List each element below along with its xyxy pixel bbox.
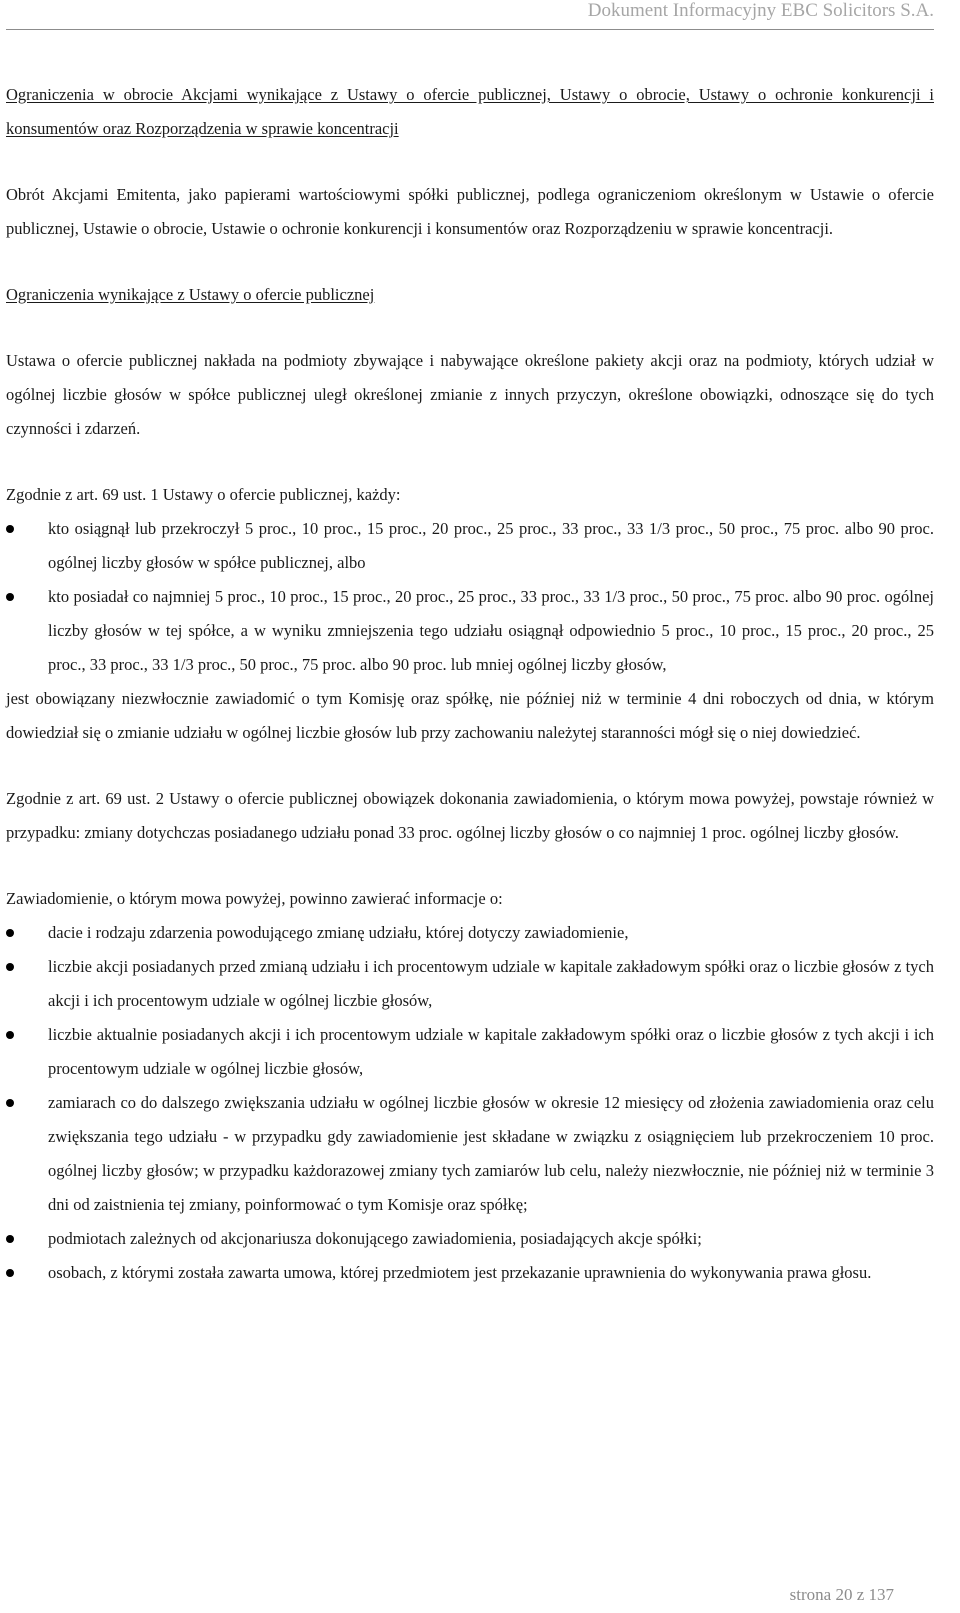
page-number: strona 20 z 137 (789, 1585, 894, 1604)
bullet-icon (6, 963, 14, 971)
list-item: podmiotach zależnych od akcjonariusza dokonującego zawiadomienia, posiadających akcje spółki; (6, 1222, 934, 1256)
header-rule (6, 29, 934, 30)
list-item: liczbie akcji posiadanych przed zmianą udziału i ich procentowym udziale w kapitale zakładowym spółki oraz o liczbie głosów z tych akcji i ich procentowym udziale w ogólnej liczbie głosów, (6, 950, 934, 1018)
bullet-icon (6, 593, 14, 601)
list-item: kto posiadał co najmniej 5 proc., 10 proc., 15 proc., 20 proc., 25 proc., 33 proc., 33 1/3 proc., 50 proc., 75 proc. albo 90 proc. ogólnej liczby głosów w tej spółce, a w wyniku zmniejszenia tego udziału osiągnął odpowiednio 5 proc., 10 proc., 15 proc., 20 proc., 25 proc., 33 proc., 33 1/3 proc., 50 proc., 75 proc. albo 90 proc. lub mniej ogólnej liczby głosów, (6, 580, 934, 682)
bullet-icon (6, 1269, 14, 1277)
paragraph-trading-restrictions: Obrót Akcjami Emitenta, jako papierami wartościowymi spółki publicznej, podlega ograniczeniom określonym w Ustawie o ofercie publicznej, Ustawie o obrocie, Ustawie o ochronie konkurencji i konsumentów oraz Rozporządzeniu w sprawie koncentracji. (6, 185, 934, 238)
document-header-title: Dokument Informacyjny EBC Solicitors S.A. (587, 0, 934, 21)
paragraph-art69-1-intro: Zgodnie z art. 69 ust. 1 Ustawy o ofercie publicznej, każdy: (6, 485, 401, 504)
paragraph-art69-2: Zgodnie z art. 69 ust. 2 Ustawy o ofercie publicznej obowiązek dokonania zawiadomienia, o którym mowa powyżej, powstaje również w przypadku: zmiany dotychczas posiadanego udziału ponad 33 proc. ogólnej liczby głosów o co najmniej 1 proc. ogólnej liczby głosów. (6, 789, 934, 842)
list-item: dacie i rodzaju zdarzenia powodującego zmianę udziału, której dotyczy zawiadomienie, (6, 916, 934, 950)
spacer (6, 246, 934, 278)
section-heading-restrictions: Ograniczenia w obrocie Akcjami wynikające z Ustawy o ofercie publicznej, Ustawy o obrocie, Ustawy o ochronie konkurencji i konsumentów oraz Rozporządzenia w sprawie koncentracji (6, 85, 934, 138)
bullet-icon (6, 1235, 14, 1243)
paragraph-public-offering-duties: Ustawa o ofercie publicznej nakłada na podmioty zbywające i nabywające określone pakiety akcji oraz na podmioty, których udział w ogólnej liczbie głosów w spółce publicznej uległ określonej zmianie z innych przyczyn, określone obowiązki, odnoszące się do tych czynności i zdarzeń. (6, 351, 934, 438)
notice-content-list (6, 916, 934, 1290)
list-item: liczbie aktualnie posiadanych akcji i ich procentowym udziale w kapitale zakładowym spółki oraz o liczbie głosów z tych akcji i ich procentowym udziale w ogólnej liczbie głosów, (6, 1018, 934, 1086)
bullet-icon (6, 929, 14, 937)
list-item: osobach, z którymi została zawarta umowa, której przedmiotem jest przekazanie uprawnienia do wykonywania prawa głosu. (6, 1256, 934, 1290)
art69-1-list (6, 512, 934, 682)
list-item: zamiarach co do dalszego zwiększania udziału w ogólnej liczbie głosów w okresie 12 miesięcy od złożenia zawiadomienia oraz celu zwiększania tego udziału - w przypadku gdy zawiadomienie jest składane w związku z osiągnięciem lub przekroczeniem 10 proc. ogólnej liczby głosów; w przypadku każdorazowej zmiany tych zamiarów lub celu, należy niezwłocznie, nie później niż w terminie 3 dni od zaistnienia tej zmiany, poinformować o tym Komisje oraz spółkę; (6, 1086, 934, 1222)
paragraph-art69-1-outro: jest obowiązany niezwłocznie zawiadomić o tym Komisję oraz spółkę, nie później niż w terminie 4 dni roboczych od dnia, w którym dowiedział się o zmianie udziału w ogólnej liczbie głosów lub przy zachowaniu należytej staranności mógł się o niej dowiedzieć. (6, 689, 934, 742)
bullet-icon (6, 1099, 14, 1107)
spacer (6, 312, 934, 344)
bullet-icon (6, 525, 14, 533)
spacer (6, 850, 934, 882)
list-item: kto osiągnął lub przekroczył 5 proc., 10 proc., 15 proc., 20 proc., 25 proc., 33 proc., 33 1/3 proc., 50 proc., 75 proc. albo 90 proc. ogólnej liczby głosów w spółce publicznej, albo (6, 512, 934, 580)
spacer (6, 446, 934, 478)
spacer (6, 146, 934, 178)
section-heading-public-offering: Ograniczenia wynikające z Ustawy o ofercie publicznej (6, 285, 375, 304)
bullet-icon (6, 1031, 14, 1039)
paragraph-notice-intro: Zawiadomienie, o którym mowa powyżej, powinno zawierać informacje o: (6, 889, 503, 908)
spacer (6, 750, 934, 782)
document-body (6, 78, 934, 1290)
